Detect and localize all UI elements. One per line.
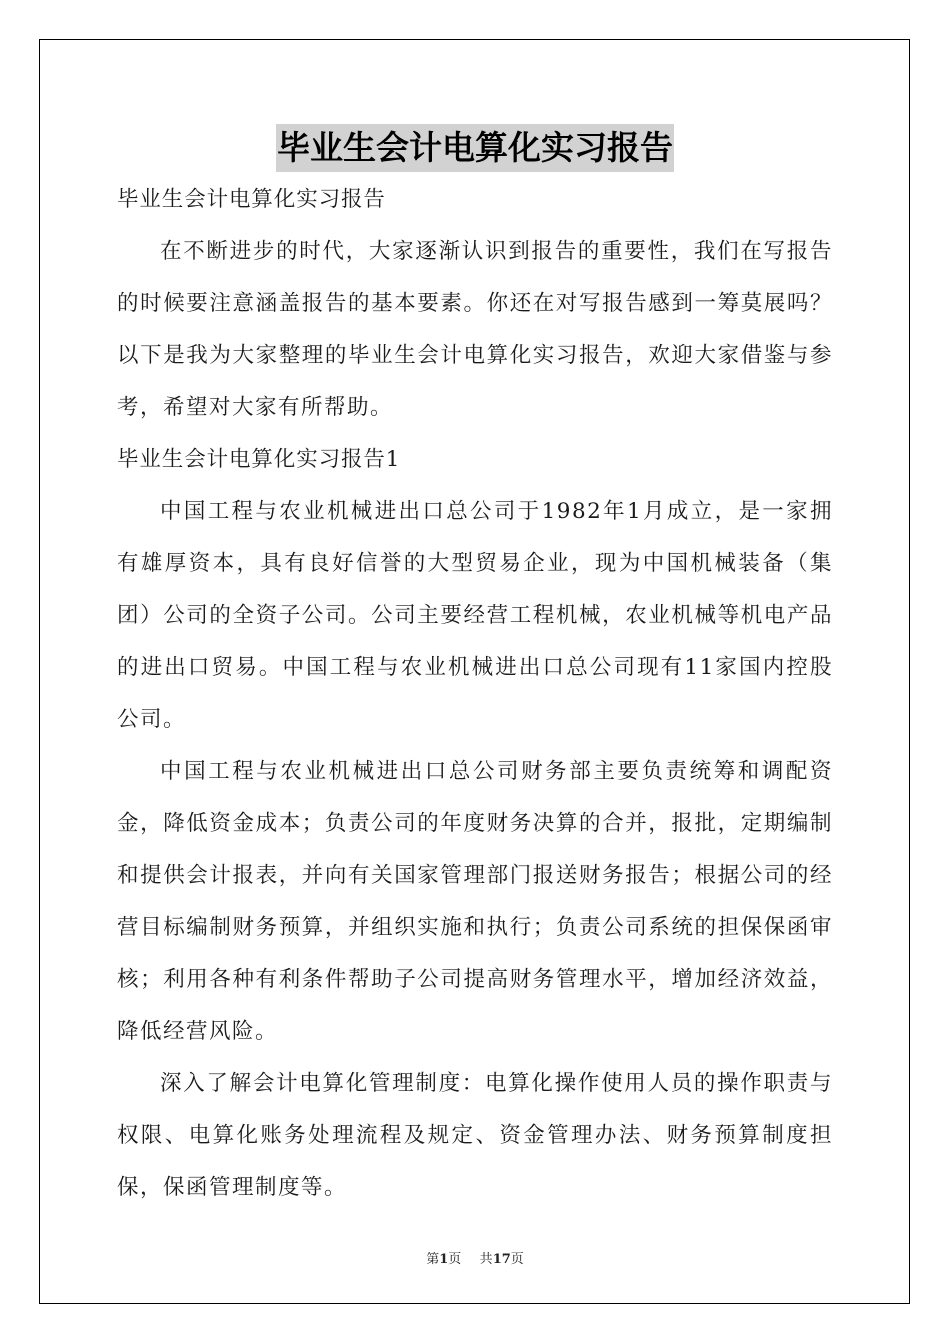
document-subtitle: 毕业生会计电算化实习报告 (117, 187, 386, 212)
document-title: 毕业生会计电算化实习报告 (276, 124, 674, 172)
total-page-count: 17 (492, 1252, 511, 1267)
page-prefix: 第 (426, 1252, 440, 1267)
body-paragraph-1: 中国工程与农业机械进出口总公司于1982年1月成立，是一家拥有雄厚资本，具有良好信誉的大型贸易企业，现为中国机械装备（集团）公司的全资子公司。公司主要经营工程机械，农业机械等机电产品的进出口贸易。中国工程与农业机械进出口总公司现有11家国内控股公司。 (117, 499, 833, 732)
body-paragraph-3: 深入了解会计电算化管理制度：电算化操作使用人员的操作职责与权限、电算化账务处理流程及规定、资金管理办法、财务预算制度担保，保函管理制度等。 (117, 1071, 833, 1200)
document-body (117, 174, 833, 1214)
intro-paragraph: 在不断进步的时代，大家逐渐认识到报告的重要性，我们在写报告的时候要注意涵盖报告的基本要素。你还在对写报告感到一筹莫展吗？以下是我为大家整理的毕业生会计电算化实习报告，欢迎大家借鉴与参考，希望对大家有所帮助。 (117, 239, 833, 420)
title-container (0, 124, 950, 172)
page-suffix: 页 (448, 1252, 462, 1267)
total-suffix: 页 (510, 1252, 524, 1267)
section-heading: 毕业生会计电算化实习报告1 (117, 447, 401, 472)
body-paragraph-2: 中国工程与农业机械进出口总公司财务部主要负责统筹和调配资金，降低资金成本；负责公司的年度财务决算的合并，报批，定期编制和提供会计报表，并向有关国家管理部门报送财务报告；根据公司的经营目标编制财务预算，并组织实施和执行；负责公司系统的担保保函审核；利用各种有利条件帮助子公司提高财务管理水平，增加经济效益，降低经营风险。 (117, 759, 833, 1044)
page-footer (0, 1248, 950, 1267)
total-prefix: 共 (479, 1252, 493, 1267)
current-page-number: 1 (439, 1252, 449, 1267)
